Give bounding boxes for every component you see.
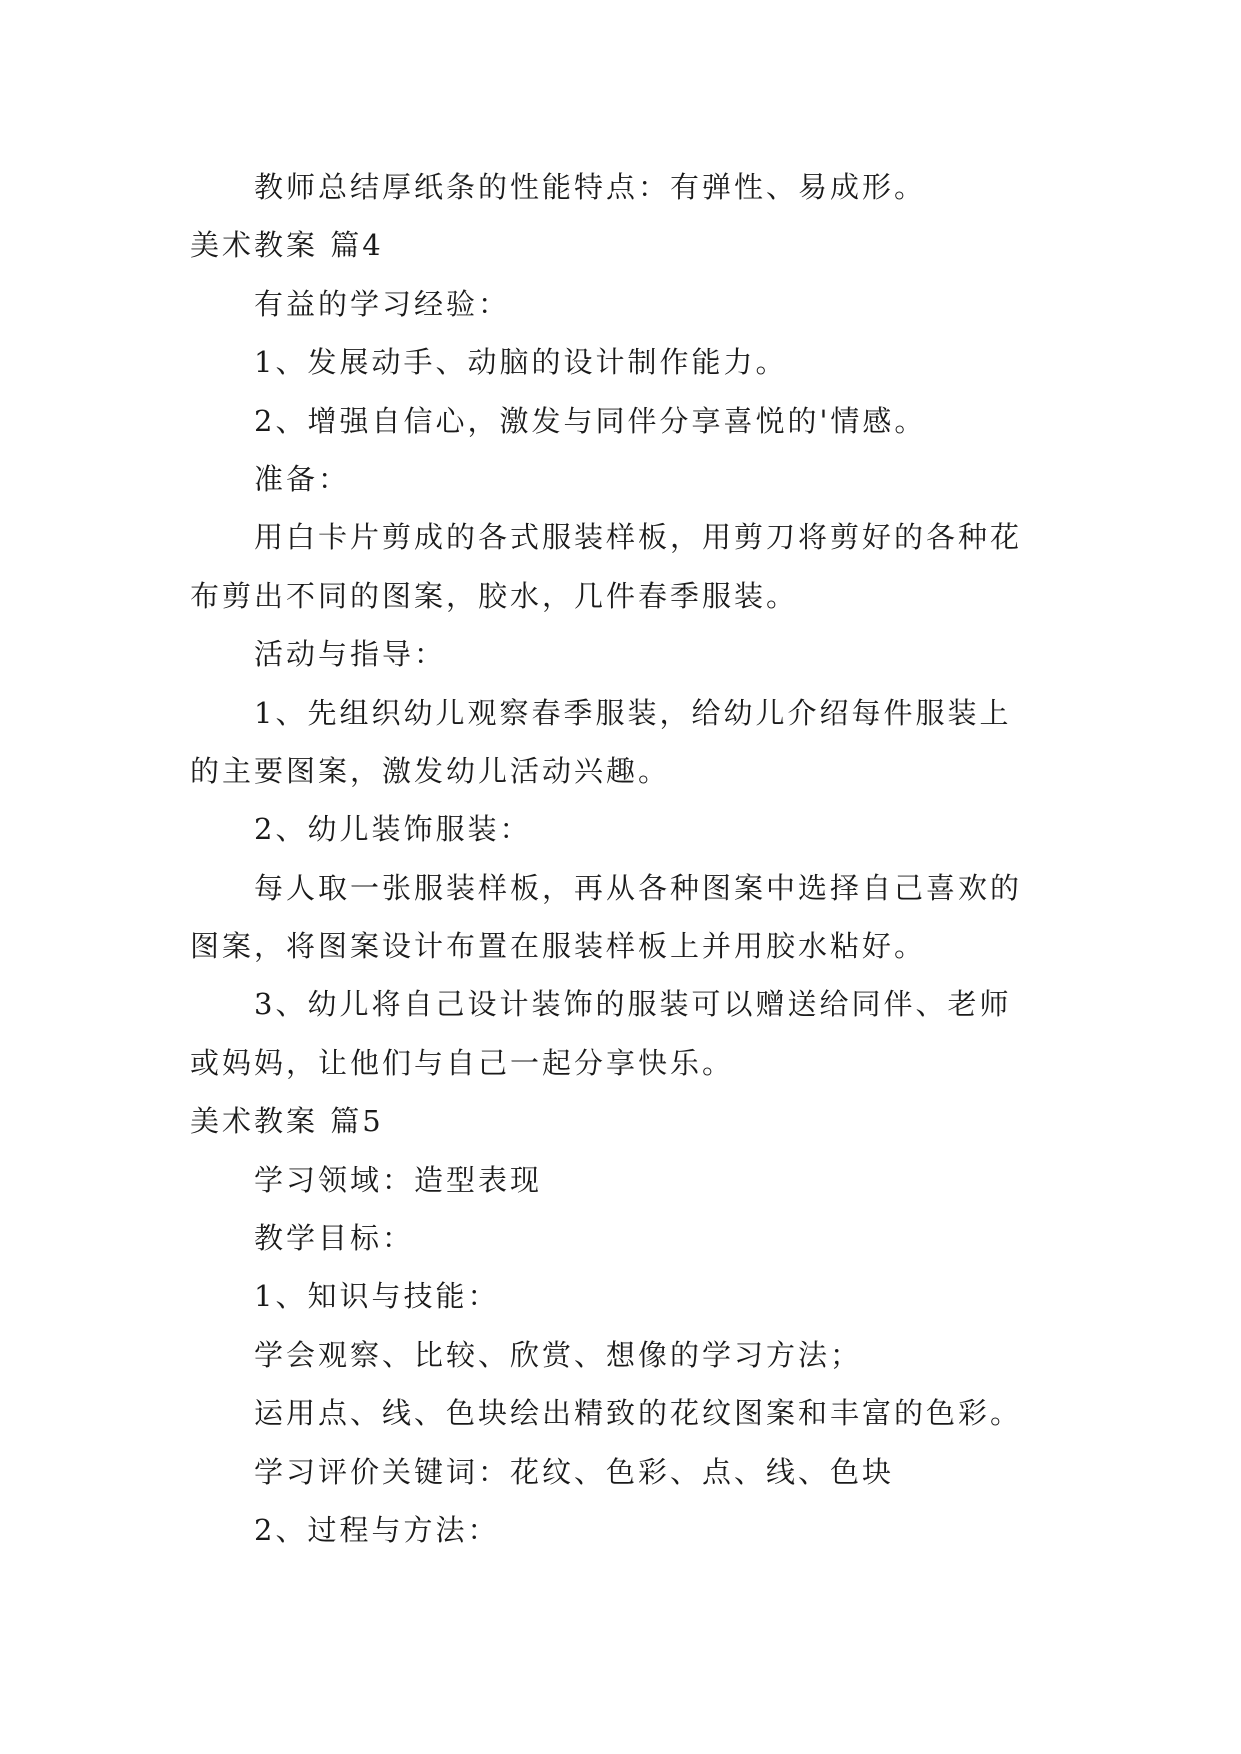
paragraph-line: 图案，将图案设计布置在服装样板上并用胶水粘好。 — [190, 929, 927, 964]
paragraph-line: 3、幼儿将自己设计装饰的服装可以赠送给同伴、老师 — [254, 987, 1012, 1022]
paragraph-line: 准备： — [254, 461, 351, 496]
paragraph-line: 有益的学习经验： — [254, 286, 511, 321]
paragraph-line: 教学目标： — [254, 1221, 415, 1256]
paragraph-line: 每人取一张服装样板，再从各种图案中选择自己喜欢的 — [254, 870, 1023, 905]
paragraph-line: 的主要图案，激发幼儿活动兴趣。 — [190, 753, 671, 788]
document-body — [190, 158, 1070, 1559]
paragraph-line: 教师总结厚纸条的性能特点：有弹性、易成形。 — [254, 170, 927, 204]
paragraph-line: 或妈妈，让他们与自己一起分享快乐。 — [190, 1045, 735, 1080]
section-heading: 美术教案 篇5 — [190, 1104, 384, 1139]
paragraph-line: 学习领域：造型表现 — [254, 1162, 543, 1197]
paragraph-line: 用白卡片剪成的各式服装样板，用剪刀将剪好的各种花 — [254, 520, 1023, 555]
paragraph-line: 2、过程与方法： — [254, 1512, 500, 1547]
paragraph-line: 1、发展动手、动脑的设计制作能力。 — [254, 345, 788, 380]
paragraph-line: 2、幼儿装饰服装： — [254, 812, 532, 847]
paragraph-line: 1、知识与技能： — [254, 1279, 500, 1314]
paragraph-line: 2、增强自信心，激发与同伴分享喜悦的'情感。 — [254, 403, 927, 438]
paragraph-line: 活动与指导： — [254, 637, 447, 672]
paragraph-line: 学习评价关键词：花纹、色彩、点、线、色块 — [254, 1454, 895, 1489]
paragraph-line: 运用点、线、色块绘出精致的花纹图案和丰富的色彩。 — [254, 1396, 1023, 1431]
paragraph-line: 学会观察、比较、欣赏、想像的学习方法； — [254, 1337, 863, 1372]
section-heading: 美术教案 篇4 — [190, 228, 384, 263]
paragraph-line: 布剪出不同的图案，胶水，几件春季服装。 — [190, 578, 799, 613]
paragraph-line: 1、先组织幼儿观察春季服装，给幼儿介绍每件服装上 — [254, 695, 1012, 730]
